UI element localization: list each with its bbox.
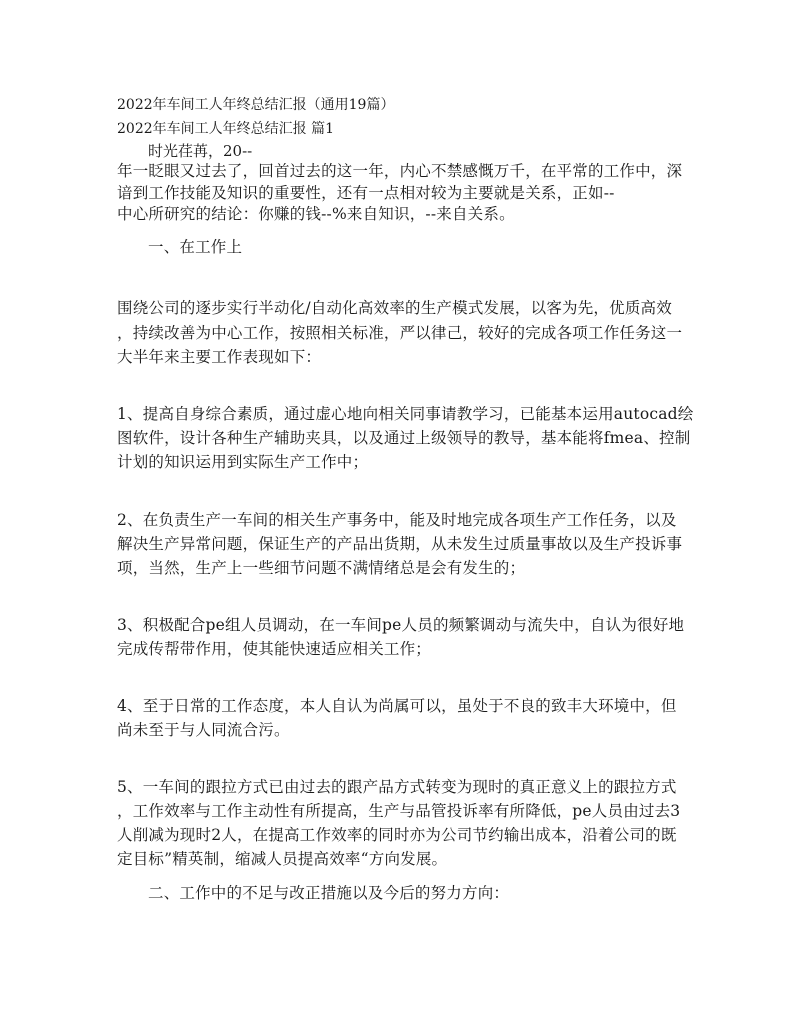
item4-line: 尚未至于与人同流合污。 — [117, 721, 290, 739]
item1-line: 1、提高自身综合素质，通过虚心地向相关同事请教学习，已能基本运用autocad绘 — [117, 405, 694, 423]
item5-line: 人削减为现时2人，在提高工作效率的同时亦为公司节约输出成本，沿着公司的既 — [117, 826, 677, 844]
intro-line: 时光荏苒，20-- — [148, 142, 253, 160]
item2-line: 项，当然，生产上一些细节问题不满情绪总是会有发生的； — [117, 559, 526, 577]
section1-paragraph-line: 围绕公司的逐步实行半动化/自动化高效率的生产模式发展，以客为先，优质高效 — [117, 299, 672, 317]
section1-paragraph-line: 大半年来主要工作表现如下： — [117, 348, 322, 366]
item2-line: 2、在负责生产一车间的相关生产事务中，能及时地完成各项生产工作任务，以及 — [117, 511, 677, 529]
item3-line: 完成传帮带作用，使其能快速适应相关工作； — [117, 640, 432, 658]
item1-line: 图软件，设计各种生产辅助夹具，以及通过上级领导的教导，基本能将fmea、控制 — [117, 429, 691, 447]
item5-line: 定目标”精英制，缩减人员提高效率“方向发展。 — [117, 850, 448, 868]
intro-paragraph-line: 年一眨眼又过去了，回首过去的这一年，内心不禁感慨万千，在平常的工作中，深 — [117, 162, 683, 180]
item5-line: ，工作效率与工作主动性有所提高，生产与品管投诉率有所降低，pe人员由过去3 — [117, 802, 681, 820]
item2-line: 解决生产异常问题，保证生产的产品出货期，从未发生过质量事故以及生产投诉事 — [117, 535, 683, 553]
section2-heading: 二、工作中的不足与改正措施以及今后的努力方向： — [148, 884, 510, 902]
item4-line: 4、至于日常的工作态度，本人自认为尚属可以，虽处于不良的致丰大环境中，但 — [117, 697, 677, 715]
document-subtitle: 2022年车间工人年终总结汇报 篇1 — [117, 121, 334, 137]
intro-paragraph-line: 中心所研究的结论：你赚的钱--%来自知识，--来自关系。 — [117, 205, 515, 223]
intro-paragraph-line: 谙到工作技能及知识的重要性，还有一点相对较为主要就是关系，正如-- — [117, 184, 615, 202]
document-title: 2022年车间工人年终总结汇报（通用19篇） — [117, 97, 395, 113]
item5-line: 5、一车间的跟拉方式已由过去的跟产品方式转变为现时的真正意义上的跟拉方式 — [117, 778, 677, 796]
section1-heading: 一、在工作上 — [148, 238, 243, 256]
item3-line: 3、积极配合pe组人员调动，在一车间pe人员的频繁调动与流失中，自认为很好地 — [117, 616, 685, 634]
item1-line: 计划的知识运用到实际生产工作中； — [117, 453, 369, 471]
section1-paragraph-line: ，持续改善为中心工作，按照相关标准，严以律己，较好的完成各项工作任务这一 — [117, 324, 683, 342]
